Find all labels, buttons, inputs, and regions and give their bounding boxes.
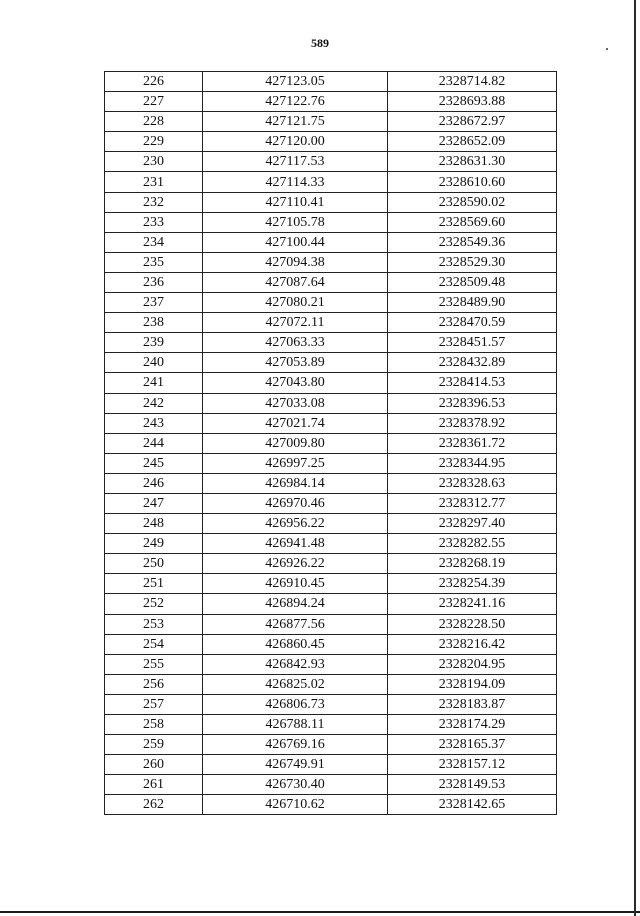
table-row xyxy=(105,293,557,313)
point-number-cell: 262 xyxy=(105,795,203,815)
x-coordinate-cell: 426730.40 xyxy=(203,775,388,795)
point-number-cell: 232 xyxy=(105,192,203,212)
y-coordinate-cell: 2328470.59 xyxy=(388,313,557,333)
point-number-cell: 260 xyxy=(105,755,203,775)
x-coordinate-cell: 427114.33 xyxy=(203,172,388,192)
table-row xyxy=(105,373,557,393)
scan-edge-bottom xyxy=(0,911,640,913)
table-row xyxy=(105,473,557,493)
table-row xyxy=(105,172,557,192)
y-coordinate-cell: 2328610.60 xyxy=(388,172,557,192)
table-row xyxy=(105,132,557,152)
y-coordinate-cell: 2328194.09 xyxy=(388,674,557,694)
y-coordinate-cell: 2328378.92 xyxy=(388,413,557,433)
point-number-cell: 236 xyxy=(105,272,203,292)
x-coordinate-cell: 427105.78 xyxy=(203,212,388,232)
coordinates-table xyxy=(104,71,557,815)
point-number-cell: 244 xyxy=(105,433,203,453)
table-row xyxy=(105,715,557,735)
scan-edge-right xyxy=(634,0,636,916)
x-coordinate-cell: 427123.05 xyxy=(203,72,388,92)
table-row xyxy=(105,313,557,333)
y-coordinate-cell: 2328254.39 xyxy=(388,574,557,594)
table-row xyxy=(105,514,557,534)
x-coordinate-cell: 427110.41 xyxy=(203,192,388,212)
page-number: 589 xyxy=(311,36,329,50)
point-number-cell: 226 xyxy=(105,72,203,92)
point-number-cell: 253 xyxy=(105,614,203,634)
table-row xyxy=(105,694,557,714)
y-coordinate-cell: 2328165.37 xyxy=(388,735,557,755)
point-number-cell: 235 xyxy=(105,252,203,272)
point-number-cell: 261 xyxy=(105,775,203,795)
x-coordinate-cell: 426860.45 xyxy=(203,634,388,654)
x-coordinate-cell: 426984.14 xyxy=(203,473,388,493)
point-number-cell: 229 xyxy=(105,132,203,152)
x-coordinate-cell: 426970.46 xyxy=(203,493,388,513)
y-coordinate-cell: 2328529.30 xyxy=(388,252,557,272)
x-coordinate-cell: 427120.00 xyxy=(203,132,388,152)
y-coordinate-cell: 2328312.77 xyxy=(388,493,557,513)
x-coordinate-cell: 426910.45 xyxy=(203,574,388,594)
point-number-cell: 252 xyxy=(105,594,203,614)
y-coordinate-cell: 2328714.82 xyxy=(388,72,557,92)
point-number-cell: 239 xyxy=(105,333,203,353)
point-number-cell: 231 xyxy=(105,172,203,192)
point-number-cell: 259 xyxy=(105,735,203,755)
y-coordinate-cell: 2328569.60 xyxy=(388,212,557,232)
point-number-cell: 227 xyxy=(105,92,203,112)
y-coordinate-cell: 2328216.42 xyxy=(388,634,557,654)
y-coordinate-cell: 2328149.53 xyxy=(388,775,557,795)
y-coordinate-cell: 2328328.63 xyxy=(388,473,557,493)
x-coordinate-cell: 426749.91 xyxy=(203,755,388,775)
y-coordinate-cell: 2328241.16 xyxy=(388,594,557,614)
x-coordinate-cell: 427072.11 xyxy=(203,313,388,333)
point-number-cell: 248 xyxy=(105,514,203,534)
point-number-cell: 247 xyxy=(105,493,203,513)
point-number-cell: 234 xyxy=(105,232,203,252)
x-coordinate-cell: 426894.24 xyxy=(203,594,388,614)
point-number-cell: 251 xyxy=(105,574,203,594)
point-number-cell: 255 xyxy=(105,654,203,674)
table-row xyxy=(105,393,557,413)
table-row xyxy=(105,72,557,92)
point-number-cell: 257 xyxy=(105,694,203,714)
point-number-cell: 246 xyxy=(105,473,203,493)
y-coordinate-cell: 2328282.55 xyxy=(388,534,557,554)
table-row xyxy=(105,333,557,353)
table-row xyxy=(105,433,557,453)
x-coordinate-cell: 426825.02 xyxy=(203,674,388,694)
table-row xyxy=(105,212,557,232)
x-coordinate-cell: 426806.73 xyxy=(203,694,388,714)
x-coordinate-cell: 427053.89 xyxy=(203,353,388,373)
point-number-cell: 237 xyxy=(105,293,203,313)
x-coordinate-cell: 427094.38 xyxy=(203,252,388,272)
x-coordinate-cell: 426997.25 xyxy=(203,453,388,473)
table-row xyxy=(105,232,557,252)
point-number-cell: 230 xyxy=(105,152,203,172)
point-number-cell: 256 xyxy=(105,674,203,694)
y-coordinate-cell: 2328344.95 xyxy=(388,453,557,473)
table-row xyxy=(105,755,557,775)
point-number-cell: 228 xyxy=(105,112,203,132)
x-coordinate-cell: 427117.53 xyxy=(203,152,388,172)
y-coordinate-cell: 2328590.02 xyxy=(388,192,557,212)
y-coordinate-cell: 2328204.95 xyxy=(388,654,557,674)
x-coordinate-cell: 426926.22 xyxy=(203,554,388,574)
y-coordinate-cell: 2328268.19 xyxy=(388,554,557,574)
y-coordinate-cell: 2328432.89 xyxy=(388,353,557,373)
y-coordinate-cell: 2328414.53 xyxy=(388,373,557,393)
x-coordinate-cell: 427009.80 xyxy=(203,433,388,453)
y-coordinate-cell: 2328509.48 xyxy=(388,272,557,292)
x-coordinate-cell: 427043.80 xyxy=(203,373,388,393)
y-coordinate-cell: 2328228.50 xyxy=(388,614,557,634)
y-coordinate-cell: 2328174.29 xyxy=(388,715,557,735)
x-coordinate-cell: 426941.48 xyxy=(203,534,388,554)
table-row xyxy=(105,152,557,172)
coordinates-table-body xyxy=(105,72,557,815)
x-coordinate-cell: 426842.93 xyxy=(203,654,388,674)
point-number-cell: 242 xyxy=(105,393,203,413)
point-number-cell: 243 xyxy=(105,413,203,433)
x-coordinate-cell: 427021.74 xyxy=(203,413,388,433)
table-row xyxy=(105,554,557,574)
point-number-cell: 238 xyxy=(105,313,203,333)
table-row xyxy=(105,775,557,795)
table-row xyxy=(105,112,557,132)
table-row xyxy=(105,674,557,694)
point-number-cell: 258 xyxy=(105,715,203,735)
y-coordinate-cell: 2328693.88 xyxy=(388,92,557,112)
table-row xyxy=(105,252,557,272)
table-row xyxy=(105,493,557,513)
table-row xyxy=(105,413,557,433)
y-coordinate-cell: 2328652.09 xyxy=(388,132,557,152)
y-coordinate-cell: 2328672.97 xyxy=(388,112,557,132)
x-coordinate-cell: 426956.22 xyxy=(203,514,388,534)
point-number-cell: 250 xyxy=(105,554,203,574)
table-row xyxy=(105,634,557,654)
y-coordinate-cell: 2328157.12 xyxy=(388,755,557,775)
table-row xyxy=(105,735,557,755)
y-coordinate-cell: 2328361.72 xyxy=(388,433,557,453)
table-row xyxy=(105,594,557,614)
table-row xyxy=(105,795,557,815)
point-number-cell: 245 xyxy=(105,453,203,473)
x-coordinate-cell: 427100.44 xyxy=(203,232,388,252)
point-number-cell: 240 xyxy=(105,353,203,373)
y-coordinate-cell: 2328631.30 xyxy=(388,152,557,172)
x-coordinate-cell: 427121.75 xyxy=(203,112,388,132)
x-coordinate-cell: 426710.62 xyxy=(203,795,388,815)
x-coordinate-cell: 427033.08 xyxy=(203,393,388,413)
point-number-cell: 254 xyxy=(105,634,203,654)
y-coordinate-cell: 2328396.53 xyxy=(388,393,557,413)
table-row xyxy=(105,654,557,674)
x-coordinate-cell: 427122.76 xyxy=(203,92,388,112)
y-coordinate-cell: 2328142.65 xyxy=(388,795,557,815)
table-row xyxy=(105,192,557,212)
y-coordinate-cell: 2328549.36 xyxy=(388,232,557,252)
y-coordinate-cell: 2328183.87 xyxy=(388,694,557,714)
table-row xyxy=(105,92,557,112)
x-coordinate-cell: 427087.64 xyxy=(203,272,388,292)
table-row xyxy=(105,453,557,473)
scan-speck xyxy=(606,48,608,50)
table-row xyxy=(105,353,557,373)
x-coordinate-cell: 426788.11 xyxy=(203,715,388,735)
x-coordinate-cell: 426769.16 xyxy=(203,735,388,755)
y-coordinate-cell: 2328489.90 xyxy=(388,293,557,313)
table-row xyxy=(105,534,557,554)
table-row xyxy=(105,272,557,292)
x-coordinate-cell: 427063.33 xyxy=(203,333,388,353)
y-coordinate-cell: 2328297.40 xyxy=(388,514,557,534)
point-number-cell: 233 xyxy=(105,212,203,232)
table-row xyxy=(105,614,557,634)
x-coordinate-cell: 426877.56 xyxy=(203,614,388,634)
point-number-cell: 249 xyxy=(105,534,203,554)
x-coordinate-cell: 427080.21 xyxy=(203,293,388,313)
table-row xyxy=(105,574,557,594)
y-coordinate-cell: 2328451.57 xyxy=(388,333,557,353)
point-number-cell: 241 xyxy=(105,373,203,393)
